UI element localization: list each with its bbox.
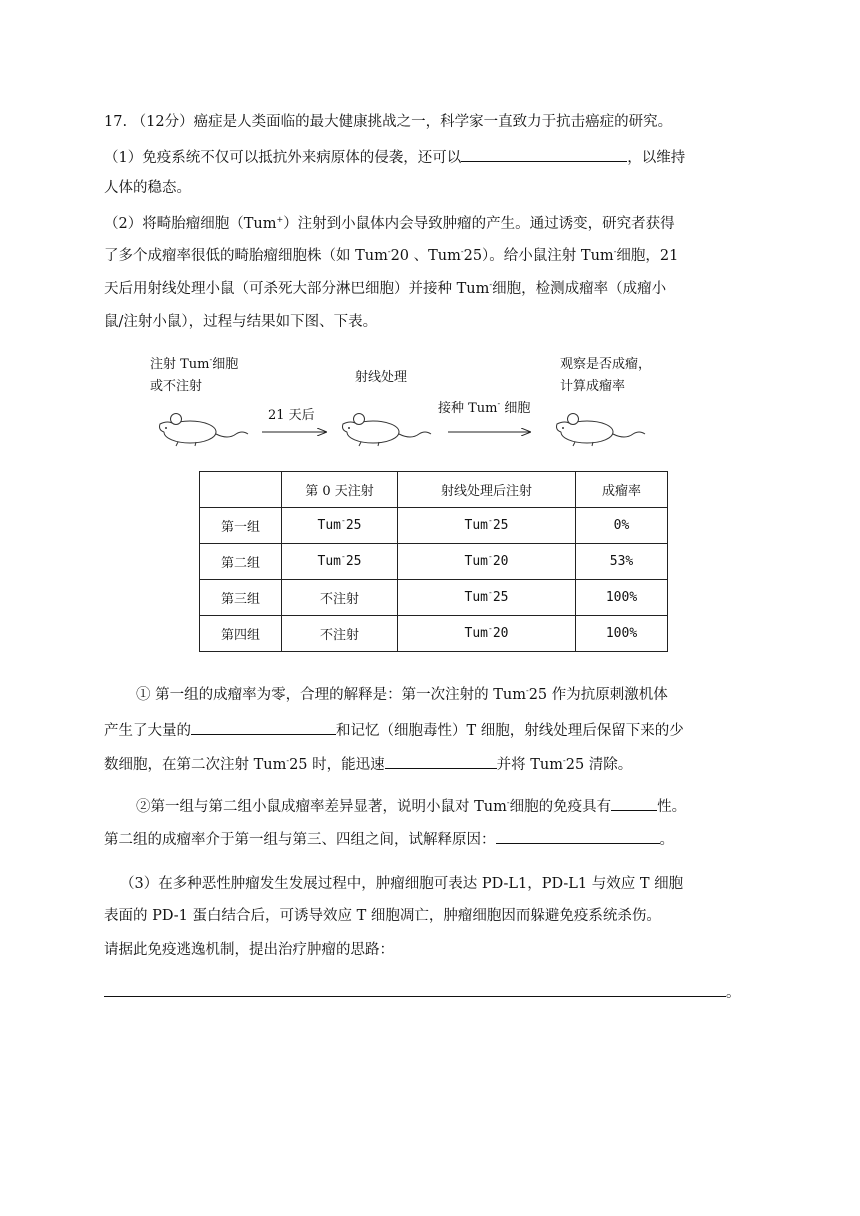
step2-label: 射线处理 <box>355 370 408 385</box>
results-table <box>199 471 668 652</box>
part-i-line2: 产生了大量的 和记忆（细胞毒性）T 细胞，射线处理后保留下来的少 <box>104 719 684 741</box>
part2-line3: 天后用射线处理小鼠（可杀死大部分淋巴细胞）并接种 Tum-细胞，检测成瘤率（成瘤小 <box>104 280 667 297</box>
table-header-cell: 射线处理后注射 <box>398 472 576 508</box>
table-header-cell: 成瘤率 <box>576 472 668 508</box>
step1-label: 注射 Tum-细胞 或不注射 <box>150 355 239 394</box>
part2-line1: （2）将畸胎瘤细胞（Tum+）注射到小鼠体内会导致肿瘤的产生。通过诱变，研究者获得 <box>104 215 675 232</box>
part3-line2: 表面的 PD-1 蛋白结合后，可诱导效应 T 细胞凋亡，肿瘤细胞因而躲避免疫系统杀伤。 <box>104 908 661 924</box>
question-intro: 癌症是人类面临的最大健康挑战之一，科学家一直致力于抗击癌症的研究。 <box>193 114 673 130</box>
part-ii-line2: 第二组的成瘤率介于第一组与第三、四组之间，试解释原因： 。 <box>104 828 674 850</box>
question-number: 17. <box>104 114 128 130</box>
step3-label: 观察是否成瘤， 计算成瘤率 <box>560 357 652 394</box>
table-row: 第二组 Tum-25 Tum-20 53% <box>200 544 668 580</box>
table-row: 第三组 不注射 Tum-25 100% <box>200 580 668 616</box>
part-i-line3: 数细胞，在第二次注射 Tum-25 时，能迅速 并将 Tum-25 清除。 <box>104 753 632 775</box>
part3-answer-line: 。 <box>104 981 741 1003</box>
question-score: （12分） <box>131 114 194 130</box>
part1-line1: （1）免疫系统不仅可以抵抗外来病原体的侵袭，还可以 ，以维持 <box>104 146 685 168</box>
diagram-graphics <box>0 0 860 460</box>
answer-blank-4[interactable] <box>611 795 657 811</box>
answer-blank-2[interactable] <box>191 719 336 735</box>
part1-line2: 人体的稳态。 <box>104 180 191 196</box>
mouse-icon <box>160 414 249 447</box>
mouse-icon <box>557 414 646 447</box>
part3-line3: 请据此免疫逃逸机制，提出治疗肿瘤的思路： <box>104 942 394 958</box>
arrow2-label: 接种 Tum- 细胞 <box>438 399 531 416</box>
table-row: 第一组 Tum-25 Tum-25 0% <box>200 508 668 544</box>
answer-blank-6[interactable] <box>104 981 726 997</box>
arrow1-label: 21 天后 <box>268 408 315 423</box>
answer-blank-5[interactable] <box>496 828 660 844</box>
table-header-row <box>200 472 668 508</box>
part3-line1: （3）在多种恶性肿瘤发生发展过程中，肿瘤细胞可表达 PD-L1，PD-L1 与效应 T 细胞 <box>120 876 684 892</box>
part-i-line1: ① 第一组的成瘤率为零，合理的解释是：第一次注射的 Tum-25 作为抗原刺激机体 <box>136 686 668 703</box>
table-header-cell: 第 0 天注射 <box>282 472 398 508</box>
answer-blank-3[interactable] <box>385 753 497 769</box>
part-ii-line1: ②第一组与第二组小鼠成瘤率差异显著，说明小鼠对 Tum-细胞的免疫具有 性。 <box>136 795 686 817</box>
table-header-cell <box>200 472 282 508</box>
part2-line2: 了多个成瘤率很低的畸胎瘤细胞株（如 Tum-20 、Tum-25）。给小鼠注射 Tum-细胞，21 <box>104 247 679 264</box>
table-row: 第四组 不注射 Tum-20 100% <box>200 616 668 652</box>
part2-line4: 鼠/注射小鼠），过程与结果如下图、下表。 <box>104 314 378 330</box>
mouse-icon <box>343 414 432 447</box>
